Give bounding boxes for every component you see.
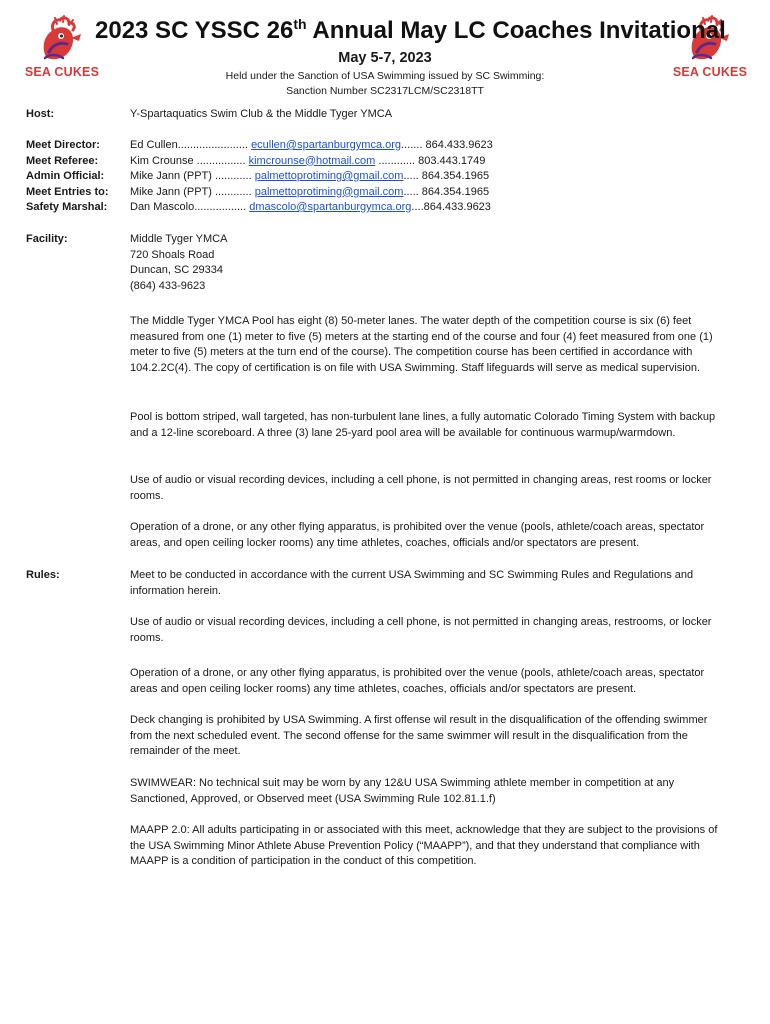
official-row [130,154,493,170]
address-line: (864) 433-9623 [130,279,206,292]
sea-cukes-logo-left [22,14,102,79]
official-phone: ..... 864.354.1965 [403,170,490,182]
title-rest: Annual May LC Coaches Invitational [306,17,726,44]
title-main: 2023 SC YSSC 26 [95,17,294,44]
title-superscript: th [293,16,307,32]
facility-label: Facility: [26,233,68,245]
email-link[interactable]: kimcrounse@hotmail.com [248,154,376,167]
official-name: Dan Mascolo................. [130,201,247,213]
logo-text: SEA CUKES [672,65,748,79]
sanction-line-1: Held under the Sanction of USA Swimming issued by SC Swimming: [225,70,545,82]
admin-official-label: Admin Official: [26,170,105,182]
sanction-line-2: Sanction Number SC2317LCM/SC2318TT [286,85,484,97]
host-label: Host: [26,108,55,120]
email-link[interactable]: ecullen@spartanburgymca.org [251,139,402,151]
rules-deck-changing: Deck changing is prohibited by USA Swimming. A first offense wil result in the disqualification of the offending swimmer from the next scheduled event. The second offense for the same swimmer will result in the disqualification from the remainder of the meet. [130,714,708,757]
facility-pool-equipment: Pool is bottom striped, wall targeted, has non-turbulent lane lines, a fully automatic Colorado Timing System with backup and a 12-line scoreboard. A three (3) lane 25-yard pool area will be available for continuous warmup/warmdown. [130,411,716,439]
officials-values [130,138,493,216]
official-name: Mike Jann (PPT) ............ [130,170,252,182]
email-link[interactable]: palmettoprotiming@gmail.com [254,170,404,182]
address-line: Middle Tyger YMCA [130,233,228,245]
page-title [95,14,726,48]
official-row [130,200,493,216]
official-phone: ....864.433.9623 [411,201,491,213]
meet-director-label: Meet Director: [26,139,100,151]
sanction-info [95,69,675,99]
official-phone: ............ 803.443.1749 [375,154,486,167]
email-link[interactable]: dmascolo@spartanburgymca.org [249,201,412,213]
facility-address [130,232,730,294]
safety-marshal-label: Safety Marshal: [26,201,108,213]
rules-general: Meet to be conducted in accordance with the current USA Swimming and SC Swimming Rules and Regulations and information herein. [130,569,694,597]
meet-dates: May 5-7, 2023 [338,50,432,66]
rules-swimwear: SWIMWEAR: No technical suit may be worn by any 12&U USA Swimming athlete member in competition at any Sanctioned, Approved, or Observed meet (USA Swimming Rule 102.81.1.f) [130,777,675,805]
official-row [130,138,493,154]
logo-text: SEA CUKES [24,65,100,79]
meet-entries-label: Meet Entries to: [26,185,109,198]
email-link[interactable]: palmettoprotiming@gmail.com [254,185,404,198]
facility-pool-description: The Middle Tyger YMCA Pool has eight (8) 50-meter lanes. The water depth of the competition course is six (6) feet measured from one (1) meter to five (5) meters at the starting end of the course and four (4) feet measured from one (1) meter to five (5) meters at the turn end of the course). The competition course has been certified in accordance with 104.2.2C(4). The copy of certification is on file with USA Swimming. Staff lifeguards will serve as medical supervision. [130,315,713,374]
meet-referee-label: Meet Referee: [26,154,99,167]
official-row [130,169,493,185]
officials-labels [26,138,109,216]
rules-label: Rules: [26,569,60,581]
official-name: Ed Cullen....................... [130,139,248,151]
address-line: Duncan, SC 29334 [130,264,223,276]
address-line: 720 Shoals Road [130,248,215,261]
rules-maapp: MAAPP 2.0: All adults participating in or associated with this meet, acknowledge that they are subject to the provisions of the USA Swimming Minor Athlete Abuse Prevention Policy (“MAAPP”), and that they understand that compliance with MAAPP is a condition of participation in the conduct of this competition. [130,824,718,867]
official-name: Kim Crounse ................ [130,154,246,167]
official-name: Mike Jann (PPT) ............ [130,185,252,198]
rules-recording-policy: Use of audio or visual recording devices, including a cell phone, is not permitted in changing areas, restrooms, or locker rooms. [130,616,712,644]
rules-drone-policy: Operation of a drone, or any other flying apparatus, is prohibited over the venue (pools, athlete/coach areas, spectator areas and open ceiling locker rooms) any time athletes, coaches, officials and/or spectators are present. [130,667,705,695]
official-row [130,185,493,201]
sea-cucumber-mascot-icon [33,14,91,64]
facility-drone-policy: Operation of a drone, or any other flying apparatus, is prohibited over the venue (pools, athlete/coach areas, spectator areas, and open ceiling locker rooms) any time athletes, coaches, officials and/or spectators are present. [130,521,705,549]
official-phone: ..... 864.354.1965 [403,185,490,198]
host-value: Y-Spartaquatics Swim Club & the Middle Tyger YMCA [130,108,393,120]
official-phone: ....... 864.433.9623 [401,139,493,151]
facility-recording-policy: Use of audio or visual recording devices, including a cell phone, is not permitted in changing areas, rest rooms or locker rooms. [130,474,712,502]
